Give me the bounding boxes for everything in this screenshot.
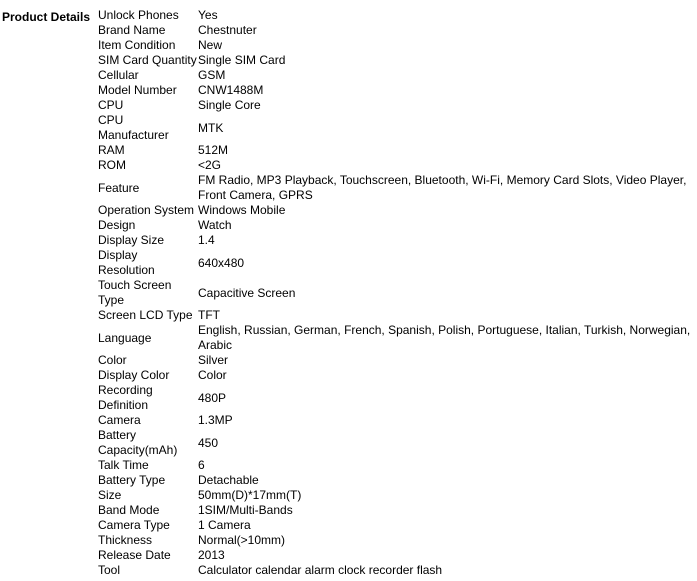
spec-row xyxy=(97,548,697,563)
spec-row xyxy=(97,173,697,203)
spec-row xyxy=(97,368,697,383)
spec-value: 50mm(D)*17mm(T) xyxy=(198,488,302,502)
spec-row xyxy=(97,323,697,353)
spec-value: Single SIM Card xyxy=(198,53,286,67)
spec-row xyxy=(97,518,697,533)
spec-label: Band Mode xyxy=(98,503,160,517)
spec-value: 1SIM/Multi-Bands xyxy=(198,503,293,517)
spec-value: 2013 xyxy=(198,548,225,562)
spec-value: MTK xyxy=(198,120,224,135)
spec-row xyxy=(97,143,697,158)
spec-row xyxy=(97,83,697,98)
spec-row xyxy=(97,158,697,173)
spec-value: 480P xyxy=(198,390,227,405)
spec-row xyxy=(97,473,697,488)
spec-row xyxy=(97,563,697,578)
spec-value: Calculator calendar alarm clock recorder flash xyxy=(198,563,443,577)
spec-value: Capacitive Screen xyxy=(198,285,296,300)
spec-label: Item Condition xyxy=(98,38,176,52)
product-details-table xyxy=(97,8,697,578)
spec-label: Feature xyxy=(98,180,140,195)
spec-label: Battery Capacity(mAh) xyxy=(98,428,178,457)
spec-label: ROM xyxy=(98,158,126,172)
spec-row xyxy=(97,428,697,458)
spec-row xyxy=(97,413,697,428)
spec-label: Camera xyxy=(98,413,141,427)
spec-row xyxy=(97,353,697,368)
spec-row xyxy=(97,488,697,503)
spec-value: Color xyxy=(198,368,227,382)
spec-value: 6 xyxy=(198,458,205,472)
spec-label: Operation System xyxy=(98,203,195,217)
spec-row xyxy=(97,458,697,473)
spec-value: Detachable xyxy=(198,473,259,487)
spec-row xyxy=(97,113,697,143)
spec-value: Yes xyxy=(198,8,218,22)
spec-value: CNW1488M xyxy=(198,83,264,97)
spec-row xyxy=(97,233,697,248)
spec-row xyxy=(97,248,697,278)
spec-row xyxy=(97,533,697,548)
spec-label: Battery Type xyxy=(98,473,166,487)
spec-row xyxy=(97,203,697,218)
spec-value: Normal(>10mm) xyxy=(198,533,286,547)
spec-label: CPU Manufacturer xyxy=(98,113,169,142)
spec-label: Screen LCD Type xyxy=(98,308,193,322)
spec-value: GSM xyxy=(198,68,226,82)
section-title: Product Details xyxy=(2,10,91,24)
spec-label: SIM Card Quantity xyxy=(98,53,197,67)
spec-label: Display Resolution xyxy=(98,248,155,277)
spec-value: Single Core xyxy=(198,98,261,112)
spec-value: New xyxy=(198,38,223,52)
spec-label: Unlock Phones xyxy=(98,8,179,22)
spec-label: Release Date xyxy=(98,548,171,562)
spec-label: Talk Time xyxy=(98,458,149,472)
spec-value: Watch xyxy=(198,218,232,232)
spec-label: Display Size xyxy=(98,233,165,247)
spec-label: Recording Definition xyxy=(98,383,153,412)
spec-row xyxy=(97,8,697,23)
spec-value: TFT xyxy=(198,308,220,322)
spec-label: Display Color xyxy=(98,368,170,382)
spec-label: Touch Screen Type xyxy=(98,278,172,307)
spec-value: Silver xyxy=(198,353,229,367)
spec-value: 1 Camera xyxy=(198,518,251,532)
spec-label: Model Number xyxy=(98,83,177,97)
spec-row xyxy=(97,98,697,113)
spec-value: English, Russian, German, French, Spanish, Polish, Portuguese, Italian, Turkish, Norwegian, Arabic xyxy=(198,323,691,352)
spec-label: Cellular xyxy=(98,68,139,82)
spec-label: Thickness xyxy=(98,533,153,547)
spec-label: RAM xyxy=(98,143,125,157)
spec-label: Tool xyxy=(98,563,121,577)
spec-label: Size xyxy=(98,488,122,502)
spec-row xyxy=(97,218,697,233)
spec-label: Camera Type xyxy=(98,518,170,532)
spec-label: Brand Name xyxy=(98,23,166,37)
spec-label: Language xyxy=(98,330,152,345)
spec-value: 512M xyxy=(198,143,229,157)
spec-value: <2G xyxy=(198,158,222,172)
spec-value: 1.4 xyxy=(198,233,215,247)
spec-row xyxy=(97,503,697,518)
spec-value: 450 xyxy=(198,435,219,450)
spec-row xyxy=(97,53,697,68)
spec-label: CPU xyxy=(98,98,124,112)
spec-table-body xyxy=(97,8,697,578)
spec-value: FM Radio, MP3 Playback, Touchscreen, Bluetooth, Wi-Fi, Memory Card Slots, Video Player, Front Camera, GPRS xyxy=(198,173,687,202)
spec-row xyxy=(97,38,697,53)
spec-row xyxy=(97,278,697,308)
spec-row xyxy=(97,68,697,83)
spec-value: Chestnuter xyxy=(198,23,257,37)
spec-label: Color xyxy=(98,353,127,367)
spec-label: Design xyxy=(98,218,136,232)
spec-row xyxy=(97,308,697,323)
spec-row xyxy=(97,383,697,413)
spec-value: Windows Mobile xyxy=(198,203,286,217)
spec-value: 1.3MP xyxy=(198,413,233,427)
spec-value: 640x480 xyxy=(198,255,245,270)
spec-row xyxy=(97,23,697,38)
